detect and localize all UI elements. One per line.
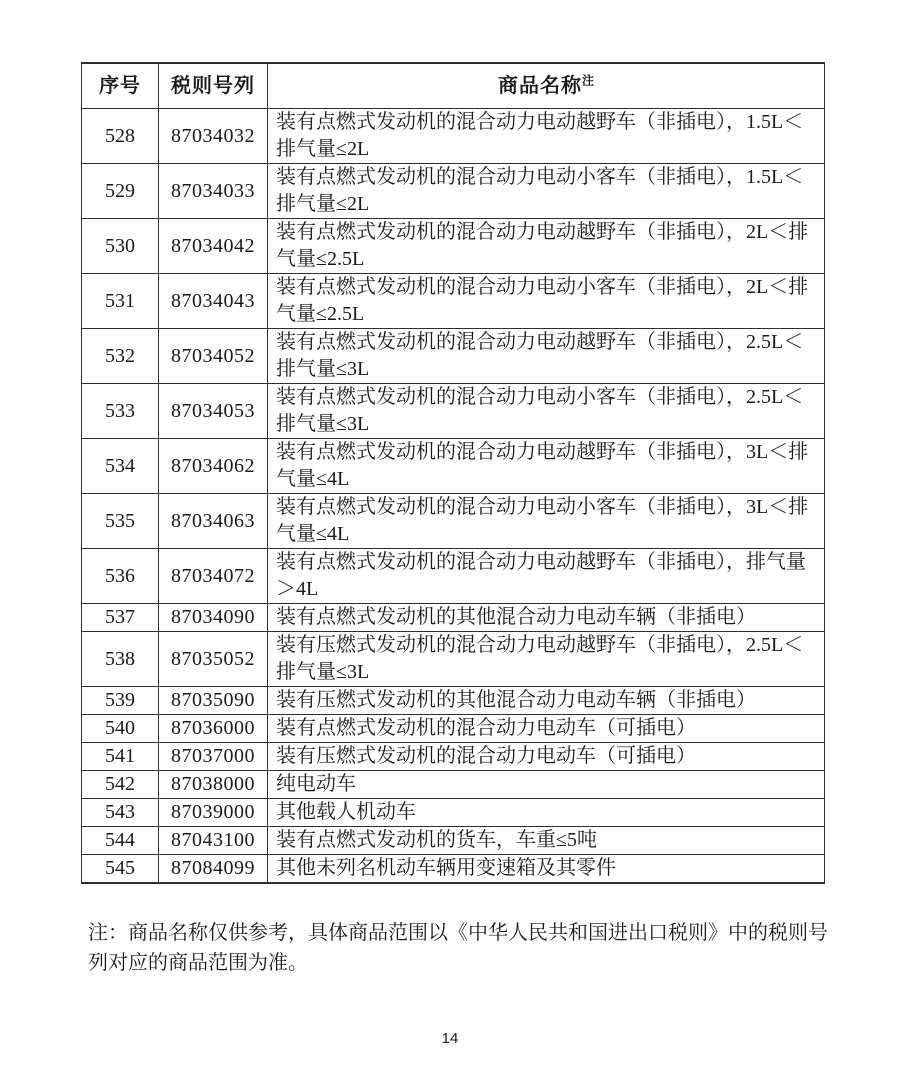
- row-name-cell: 装有点燃式发动机的混合动力电动小客车（非插电），2L＜排气量≤2.5L: [268, 274, 825, 329]
- row-code-cell: 87035052: [159, 632, 268, 687]
- row-code-cell: 87039000: [159, 799, 268, 827]
- tariff-table: [81, 62, 825, 884]
- table-row: [82, 549, 825, 604]
- row-index-cell: 528: [82, 109, 159, 164]
- table-row: [82, 274, 825, 329]
- row-index-cell: 529: [82, 164, 159, 219]
- table-row: [82, 604, 825, 632]
- table-row: [82, 827, 825, 855]
- row-code-cell: 87035090: [159, 687, 268, 715]
- row-index-cell: 540: [82, 715, 159, 743]
- row-code-cell: 87034063: [159, 494, 268, 549]
- row-name-cell: 装有点燃式发动机的混合动力电动越野车（非插电），排气量＞4L: [268, 549, 825, 604]
- row-name-cell: 装有压燃式发动机的混合动力电动车（可插电）: [268, 743, 825, 771]
- row-code-cell: 87034090: [159, 604, 268, 632]
- row-index-cell: 530: [82, 219, 159, 274]
- table-header-row: [82, 63, 825, 109]
- table-row: [82, 743, 825, 771]
- row-code-cell: 87034052: [159, 329, 268, 384]
- row-index-cell: 532: [82, 329, 159, 384]
- table-row: [82, 109, 825, 164]
- header-name-superscript: 注: [581, 72, 594, 87]
- row-code-cell: 87036000: [159, 715, 268, 743]
- row-name-cell: 装有压燃式发动机的混合动力电动越野车（非插电），2.5L＜排气量≤3L: [268, 632, 825, 687]
- row-name-cell: 装有点燃式发动机的其他混合动力电动车辆（非插电）: [268, 604, 825, 632]
- header-name-label: 商品名称: [497, 74, 582, 97]
- row-name-cell: 装有点燃式发动机的混合动力电动越野车（非插电），2L＜排气量≤2.5L: [268, 219, 825, 274]
- row-index-cell: 535: [82, 494, 159, 549]
- table-body: [82, 109, 825, 884]
- footnote: 注：商品名称仅供参考，具体商品范围以《中华人民共和国进出口税则》中的税则号列对应的商品范围为准。: [88, 922, 828, 974]
- table-row: [82, 494, 825, 549]
- row-name-cell: 装有点燃式发动机的混合动力电动小客车（非插电），2.5L＜排气量≤3L: [268, 384, 825, 439]
- table-row: [82, 687, 825, 715]
- row-code-cell: 87034053: [159, 384, 268, 439]
- table-row: [82, 632, 825, 687]
- header-name: [268, 63, 825, 109]
- table-row: [82, 855, 825, 884]
- row-index-cell: 538: [82, 632, 159, 687]
- row-index-cell: 531: [82, 274, 159, 329]
- row-index-cell: 533: [82, 384, 159, 439]
- table-row: [82, 164, 825, 219]
- header-index: 序号: [82, 63, 159, 109]
- row-name-cell: 装有点燃式发动机的货车，车重≤5吨: [268, 827, 825, 855]
- row-code-cell: 87043100: [159, 827, 268, 855]
- row-code-cell: 87034062: [159, 439, 268, 494]
- row-name-cell: 其他未列名机动车辆用变速箱及其零件: [268, 855, 825, 884]
- row-index-cell: 541: [82, 743, 159, 771]
- row-index-cell: 542: [82, 771, 159, 799]
- row-index-cell: 537: [82, 604, 159, 632]
- header-code: 税则号列: [159, 63, 268, 109]
- table-row: [82, 384, 825, 439]
- table-row: [82, 771, 825, 799]
- table-row: [82, 715, 825, 743]
- row-name-cell: 其他载人机动车: [268, 799, 825, 827]
- row-index-cell: 534: [82, 439, 159, 494]
- row-code-cell: 87034042: [159, 219, 268, 274]
- row-code-cell: 87034032: [159, 109, 268, 164]
- row-name-cell: 装有点燃式发动机的混合动力电动越野车（非插电），3L＜排气量≤4L: [268, 439, 825, 494]
- row-code-cell: 87034043: [159, 274, 268, 329]
- table-row: [82, 799, 825, 827]
- row-code-cell: 87038000: [159, 771, 268, 799]
- table-row: [82, 219, 825, 274]
- row-code-cell: 87037000: [159, 743, 268, 771]
- row-name-cell: 装有点燃式发动机的混合动力电动车（可插电）: [268, 715, 825, 743]
- row-code-cell: 87034033: [159, 164, 268, 219]
- row-index-cell: 543: [82, 799, 159, 827]
- row-index-cell: 545: [82, 855, 159, 884]
- row-name-cell: 纯电动车: [268, 771, 825, 799]
- table-row: [82, 329, 825, 384]
- row-index-cell: 536: [82, 549, 159, 604]
- page-number: 14: [441, 1030, 459, 1047]
- row-name-cell: 装有点燃式发动机的混合动力电动小客车（非插电），3L＜排气量≤4L: [268, 494, 825, 549]
- row-code-cell: 87084099: [159, 855, 268, 884]
- row-code-cell: 87034072: [159, 549, 268, 604]
- row-name-cell: 装有压燃式发动机的其他混合动力电动车辆（非插电）: [268, 687, 825, 715]
- row-index-cell: 539: [82, 687, 159, 715]
- row-name-cell: 装有点燃式发动机的混合动力电动小客车（非插电），1.5L＜排气量≤2L: [268, 164, 825, 219]
- table-row: [82, 439, 825, 494]
- row-name-cell: 装有点燃式发动机的混合动力电动越野车（非插电），2.5L＜排气量≤3L: [268, 329, 825, 384]
- row-index-cell: 544: [82, 827, 159, 855]
- row-name-cell: 装有点燃式发动机的混合动力电动越野车（非插电），1.5L＜排气量≤2L: [268, 109, 825, 164]
